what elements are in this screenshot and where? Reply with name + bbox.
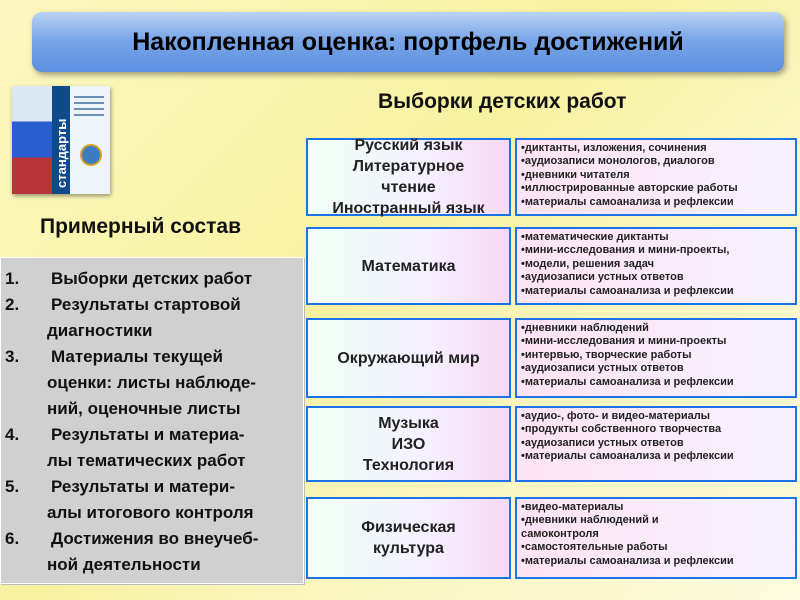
- composition-item-text: Материалы текущей: [51, 347, 223, 366]
- composition-item-number: 1.: [5, 269, 20, 288]
- composition-item: [5, 344, 299, 422]
- subject-materials-box: [515, 406, 797, 482]
- material-item: •модели, решения задач: [521, 257, 655, 270]
- composition-item-text: Достижения во внеучеб-: [51, 529, 259, 548]
- section-subtitle: Выборки детских работ: [378, 90, 627, 113]
- subject-name-line: Музыка: [378, 414, 439, 432]
- composition-heading: Примерный состав: [40, 215, 242, 238]
- emblem-icon: [80, 144, 102, 166]
- composition-item-number: 2.: [5, 295, 20, 314]
- composition-item-text: ной деятельности: [47, 555, 201, 574]
- cover-text-line: [74, 96, 104, 98]
- material-item: •мини-исследования и мини-проекты,: [521, 244, 730, 257]
- material-item: •материалы самоанализа и рефлексии: [521, 284, 734, 297]
- subject-row: [306, 497, 790, 579]
- composition-item-text: Результаты стартовой: [51, 295, 241, 314]
- subject-name-box: [306, 497, 511, 579]
- subject-name-line: Технология: [362, 456, 455, 474]
- material-item: •материалы самоанализа и рефлексии: [521, 195, 734, 208]
- material-item: •самостоятельные работы: [521, 541, 668, 554]
- subject-name-box: [306, 406, 511, 482]
- subject-row: [306, 406, 790, 482]
- flag-stripe: [12, 86, 52, 194]
- subject-name-line: Иностранный язык: [332, 200, 485, 217]
- material-item: •аудиозаписи монологов, диалогов: [521, 155, 715, 168]
- material-item: самоконтроля: [521, 527, 599, 540]
- subject-name-line: чтение: [381, 179, 436, 196]
- material-item: •материалы самоанализа и рефлексии: [521, 375, 734, 388]
- composition-item-text: Выборки детских работ: [51, 269, 253, 288]
- composition-item-text: Результаты и материа-: [51, 425, 245, 444]
- subject-name-line: Русский язык: [354, 137, 463, 154]
- subject-name-box: [306, 318, 511, 398]
- material-item: •аудио-, фото- и видео-материалы: [521, 410, 711, 422]
- material-item: •мини-исследования и мини-проекты: [521, 335, 727, 348]
- subject-name-line: Литературное: [352, 158, 465, 175]
- material-item: •материалы самоанализа и рефлексии: [521, 450, 734, 463]
- subject-name-line: культура: [373, 540, 444, 557]
- composition-item: [5, 526, 299, 578]
- subject-name-box: [306, 138, 511, 216]
- subject-name-line: Математика: [361, 257, 456, 275]
- subject-materials-box: [515, 318, 797, 398]
- subject-name-line: Окружающий мир: [337, 349, 480, 367]
- composition-item: [5, 474, 299, 526]
- material-item: •математические диктанты: [521, 231, 669, 243]
- title-banner: [32, 12, 784, 72]
- composition-item-text: оценки: листы наблюде-: [47, 373, 256, 392]
- page-title: Накопленная оценка: портфель достижений: [132, 27, 684, 56]
- book-cover-image: [12, 86, 110, 194]
- material-item: •материалы самоанализа и рефлексии: [521, 554, 734, 567]
- composition-item: [5, 292, 299, 344]
- subject-name-box: [306, 227, 511, 305]
- cover-text-line: [74, 114, 104, 116]
- composition-item-text: алы итогового контроля: [47, 503, 254, 522]
- composition-item-number: 3.: [5, 347, 20, 366]
- subject-name-line: Физическая: [361, 519, 456, 536]
- material-item: •аудиозаписи устных ответов: [521, 362, 684, 375]
- material-item: •продукты собственного творчества: [521, 423, 722, 436]
- material-item: •диктанты, изложения, сочинения: [521, 142, 707, 154]
- composition-item-number: 4.: [5, 425, 20, 444]
- composition-item-text: ний, оценочные листы: [47, 399, 241, 418]
- subject-materials-box: [515, 497, 797, 579]
- subject-materials-box: [515, 138, 797, 216]
- material-item: •дневники наблюдений и: [521, 514, 659, 527]
- material-item: •иллюстрированные авторские работы: [521, 182, 738, 195]
- subject-row: [306, 227, 790, 305]
- composition-list: [1, 258, 303, 578]
- book-spine-text: стандарты: [54, 118, 69, 188]
- composition-item-text: диагностики: [47, 321, 153, 340]
- material-item: •аудиозаписи устных ответов: [521, 436, 684, 449]
- cover-text-line: [74, 108, 104, 110]
- subject-name-line: ИЗО: [391, 435, 426, 453]
- subject-row: [306, 318, 790, 398]
- composition-list-box: [0, 257, 304, 584]
- material-item: •дневники наблюдений: [521, 322, 649, 334]
- material-item: •аудиозаписи устных ответов: [521, 271, 684, 284]
- composition-item-text: лы тематических работ: [47, 451, 246, 470]
- composition-item: [5, 422, 299, 474]
- composition-item-number: 6.: [5, 529, 20, 548]
- subject-row: [306, 138, 790, 216]
- material-item: •видео-материалы: [521, 501, 624, 513]
- cover-text-line: [74, 102, 104, 104]
- composition-item-number: 5.: [5, 477, 20, 496]
- material-item: •интервью, творческие работы: [521, 348, 692, 361]
- subject-materials-box: [515, 227, 797, 305]
- composition-item: [5, 266, 299, 292]
- composition-item-text: Результаты и матери-: [51, 477, 235, 496]
- material-item: •дневники читателя: [521, 168, 630, 181]
